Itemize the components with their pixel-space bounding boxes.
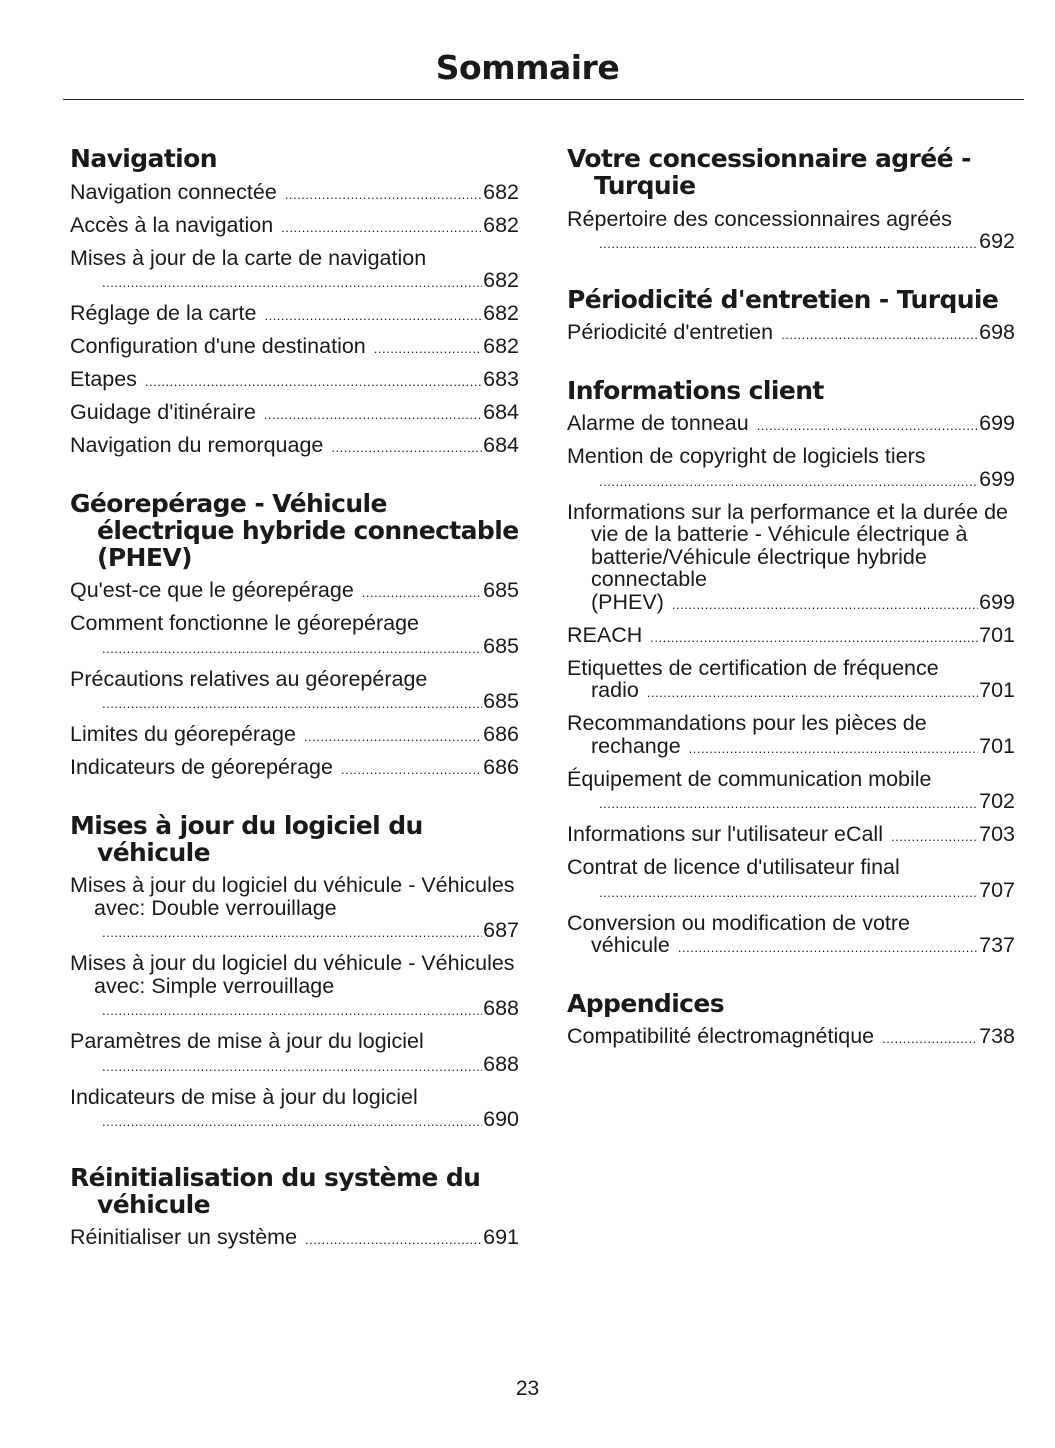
toc-entry-title-end: (PHEV) — [591, 589, 664, 614]
toc-entry-line — [567, 624, 1015, 650]
toc-page-number[interactable]: 699 — [979, 589, 1015, 614]
dot-leader — [102, 1056, 482, 1079]
toc-section — [70, 1164, 519, 1256]
dot-leader — [599, 471, 978, 494]
toc-entry-line — [70, 579, 519, 605]
toc-entry[interactable] — [70, 431, 519, 464]
toc-entry-leader-line — [70, 690, 519, 716]
toc-entry-title: Équipement de communication mobile — [567, 766, 932, 791]
page-title: Sommaire — [435, 48, 620, 87]
toc-page-number[interactable]: 707 — [979, 877, 1015, 902]
dot-leader — [362, 582, 482, 605]
toc-entry-leader-line — [567, 735, 1015, 761]
dot-leader — [689, 738, 978, 761]
toc-page-number[interactable]: 691 — [483, 1225, 519, 1249]
toc-entry-line — [567, 823, 1015, 849]
toc-entry[interactable] — [70, 871, 519, 949]
toc-page-number[interactable]: 686 — [483, 722, 519, 746]
dot-leader — [264, 404, 482, 427]
toc-entry[interactable] — [70, 664, 519, 720]
toc-page-number[interactable]: 701 — [979, 678, 1015, 702]
dot-leader — [102, 1000, 482, 1023]
toc-entry-title: Réglage de la carte — [70, 301, 257, 325]
toc-page-number[interactable]: 698 — [979, 320, 1015, 344]
toc-entry-title: Indicateurs de mise à jour du logiciel — [70, 1084, 418, 1109]
toc-entry-title: Compatibilité électromagnétique — [567, 1024, 875, 1048]
toc-page-number[interactable]: 699 — [979, 411, 1015, 435]
toc-entry-line — [70, 434, 519, 460]
toc-page-number[interactable]: 692 — [979, 229, 1015, 253]
toc-page-number[interactable]: 737 — [979, 933, 1015, 957]
dot-leader — [304, 726, 482, 749]
toc-entry-title: Périodicité d'entretien — [567, 320, 774, 344]
toc-section — [70, 812, 519, 1138]
toc-entry-title: Réinitialiser un système — [70, 1225, 298, 1249]
section-heading: Géorepérage - Véhicule électrique hybride connectable (PHEV) — [70, 488, 519, 572]
toc-entry-title-end: radio — [591, 678, 639, 702]
section-heading: Mises à jour du logiciel du véhicule — [70, 810, 423, 867]
toc-entry-leader-line — [567, 230, 1015, 256]
toc-entry-title: REACH — [567, 622, 643, 647]
toc-page-number[interactable]: 685 — [483, 578, 519, 602]
dot-leader — [285, 184, 482, 207]
toc-entry-leader-line — [70, 635, 519, 661]
dot-leader — [599, 233, 978, 256]
toc-entry-title-end: rechange — [591, 733, 681, 758]
toc-page-number[interactable]: 682 — [483, 268, 519, 292]
toc-entry-leader-line — [70, 1108, 519, 1134]
dot-leader — [781, 324, 978, 347]
section-heading: Réinitialisation du système du véhicule — [70, 1162, 481, 1219]
toc-section — [70, 145, 519, 464]
toc-entry-title: Alarme de tonneau — [567, 411, 749, 435]
section-heading: Navigation — [70, 144, 217, 173]
toc-page-number[interactable]: 682 — [483, 179, 519, 204]
toc-page-number[interactable]: 703 — [979, 822, 1015, 846]
toc-entry[interactable] — [70, 576, 519, 609]
dot-leader — [341, 759, 482, 782]
dot-leader — [305, 1229, 482, 1252]
toc-page-number[interactable]: 685 — [483, 633, 519, 658]
toc-page-number[interactable]: 684 — [483, 400, 519, 424]
toc-section — [567, 286, 1015, 351]
toc-entry[interactable] — [70, 720, 519, 753]
toc-section — [567, 990, 1015, 1055]
toc-entry-leader-line — [567, 679, 1015, 705]
dot-leader — [599, 882, 978, 905]
toc-entry-line — [567, 412, 1015, 438]
toc-entry-title: Mises à jour du logiciel du véhicule - Véhicules avec: Double verrouillage — [70, 873, 515, 920]
toc-entry-title: Informations sur la performance et la durée de vie de la batterie - Véhicule électrique à batterie/Véhicule électrique hybride connectable — [567, 499, 1008, 591]
toc-entry-title: Précautions relatives au géorepérage — [70, 666, 428, 691]
toc-entry-leader-line — [70, 919, 519, 945]
toc-entry-line — [70, 756, 519, 782]
toc-entry-line — [70, 302, 519, 328]
toc-page-number[interactable]: 682 — [483, 212, 519, 237]
toc-entry[interactable] — [70, 210, 519, 243]
toc-entry-title: Mises à jour de la carte de navigation — [70, 245, 427, 270]
toc-entry[interactable] — [567, 764, 1015, 820]
dot-leader — [281, 217, 482, 240]
toc-entry[interactable] — [70, 299, 519, 332]
toc-page-number[interactable]: 682 — [483, 334, 519, 358]
toc-entry-line — [567, 321, 1015, 347]
toc-entry[interactable] — [567, 497, 1015, 620]
toc-entry-leader-line — [70, 1053, 519, 1079]
dot-leader — [102, 638, 482, 661]
dot-leader — [757, 415, 978, 438]
toc-entry[interactable] — [567, 908, 1015, 964]
toc-entry-title: Conversion ou modification de votre — [567, 910, 910, 935]
toc-entry-title: Contrat de licence d'utilisateur final — [567, 855, 900, 879]
toc-page-number[interactable]: 686 — [483, 755, 519, 779]
toc-entry[interactable] — [567, 653, 1015, 709]
dot-leader — [102, 922, 482, 945]
toc-entry-title: Qu'est-ce que le géorepérage — [70, 578, 354, 602]
toc-entry[interactable] — [70, 332, 519, 365]
dot-leader — [650, 627, 978, 650]
dot-leader — [599, 793, 978, 816]
toc-page-number[interactable]: 699 — [979, 466, 1015, 491]
toc-entry-line — [70, 1226, 519, 1252]
dot-leader — [678, 937, 978, 960]
dot-leader — [102, 693, 482, 716]
toc-page-number[interactable]: 687 — [483, 918, 519, 942]
toc-entry-leader-line — [567, 790, 1015, 816]
toc-entry-line — [567, 1025, 1015, 1051]
toc-entry[interactable] — [70, 1082, 519, 1138]
toc-entry-leader-line — [70, 997, 519, 1023]
toc-entry-title: Navigation du remorquage — [70, 433, 324, 457]
toc-entry-title: Mises à jour du logiciel du véhicule - Véhicules avec: Simple verrouillage — [70, 951, 515, 998]
toc-entry-line — [70, 723, 519, 749]
toc-entry-leader-line — [567, 934, 1015, 960]
toc-entry-line — [70, 181, 519, 207]
toc-entry[interactable] — [70, 1223, 519, 1256]
toc-entry-leader-line — [70, 269, 519, 295]
toc-page-number[interactable]: 702 — [979, 789, 1015, 813]
toc-section — [70, 490, 519, 786]
toc-entry-title-end: véhicule — [591, 933, 670, 957]
toc-page-number[interactable]: 685 — [483, 689, 519, 713]
toc-entry-title: Indicateurs de géorepérage — [70, 755, 333, 779]
toc-entry[interactable] — [567, 409, 1015, 442]
dot-leader — [374, 338, 482, 361]
toc-entry[interactable] — [567, 318, 1015, 351]
toc-entry-title: Limites du géorepérage — [70, 722, 296, 746]
toc-page-number[interactable]: 690 — [483, 1107, 519, 1131]
toc-entry-title: Etiquettes de certification de fréquence — [567, 655, 939, 680]
toc-entry[interactable] — [567, 442, 1015, 498]
toc-entry[interactable] — [70, 398, 519, 431]
toc-entry[interactable] — [567, 620, 1015, 653]
toc-page-number[interactable]: 684 — [483, 433, 519, 457]
toc-entry-line — [70, 335, 519, 361]
toc-entry-leader-line — [567, 591, 1015, 617]
toc-entry-title: Configuration d'une destination — [70, 334, 366, 358]
toc-entry[interactable] — [70, 609, 519, 665]
toc-entry-leader-line — [567, 879, 1015, 905]
toc-column-right — [567, 145, 1015, 1081]
title-divider — [63, 99, 1024, 100]
section-heading: Appendices — [567, 988, 725, 1018]
toc-entry-title: Paramètres de mise à jour du logiciel — [70, 1029, 424, 1053]
toc-entry-title: Navigation connectée — [70, 179, 277, 204]
toc-section — [567, 377, 1015, 964]
toc-page-number[interactable]: 701 — [979, 622, 1015, 647]
toc-entry-title: Guidage d'itinéraire — [70, 400, 256, 424]
page-number: 23 — [515, 1377, 540, 1400]
dot-leader — [145, 371, 482, 394]
toc-page-number[interactable]: 688 — [483, 1051, 519, 1076]
toc-entry[interactable] — [70, 1027, 519, 1083]
toc-entry[interactable] — [70, 177, 519, 210]
dot-leader — [882, 1028, 978, 1051]
toc-entry[interactable] — [70, 753, 519, 786]
toc-page-number[interactable]: 738 — [979, 1024, 1015, 1048]
toc-entry-line — [70, 214, 519, 240]
toc-entry[interactable] — [567, 709, 1015, 765]
toc-entry[interactable] — [567, 1022, 1015, 1055]
toc-entry[interactable] — [70, 365, 519, 398]
toc-entry-title: Recommandations pour les pièces de — [567, 711, 927, 735]
toc-entry-title: Etapes — [70, 367, 137, 391]
toc-entry[interactable] — [567, 204, 1015, 260]
dot-leader — [331, 437, 482, 460]
toc-entry[interactable] — [567, 820, 1015, 853]
toc-entry-title: Accès à la navigation — [70, 212, 274, 237]
toc-entry-title: Mention de copyright de logiciels tiers — [567, 444, 926, 468]
dot-leader — [264, 305, 482, 328]
dot-leader — [102, 1111, 482, 1134]
toc-page-number[interactable]: 688 — [483, 996, 519, 1020]
section-heading: Périodicité d'entretien - Turquie — [567, 284, 999, 314]
toc-entry-title: Répertoire des concessionnaires agréés — [567, 206, 952, 231]
toc-entry[interactable] — [70, 949, 519, 1027]
toc-entry-title: Comment fonctionne le géorepérage — [70, 611, 419, 635]
toc-page-number[interactable]: 701 — [979, 733, 1015, 758]
toc-entry-title: Informations sur l'utilisateur eCall — [567, 822, 883, 846]
toc-page-number[interactable]: 683 — [483, 367, 519, 391]
toc-entry-line — [70, 401, 519, 427]
toc-page-number[interactable]: 682 — [483, 301, 519, 325]
toc-entry[interactable] — [567, 853, 1015, 909]
section-heading: Informations client — [567, 375, 824, 405]
toc-entry-line — [70, 368, 519, 394]
section-heading: Votre concessionnaire agréé - Turquie — [567, 144, 971, 200]
dot-leader — [647, 682, 978, 705]
toc-column-left — [70, 145, 519, 1282]
toc-entry-leader-line — [567, 468, 1015, 494]
toc-entry[interactable] — [70, 243, 519, 299]
toc-section — [567, 145, 1015, 260]
dot-leader — [102, 272, 482, 295]
dot-leader — [891, 826, 978, 849]
dot-leader — [672, 594, 978, 617]
